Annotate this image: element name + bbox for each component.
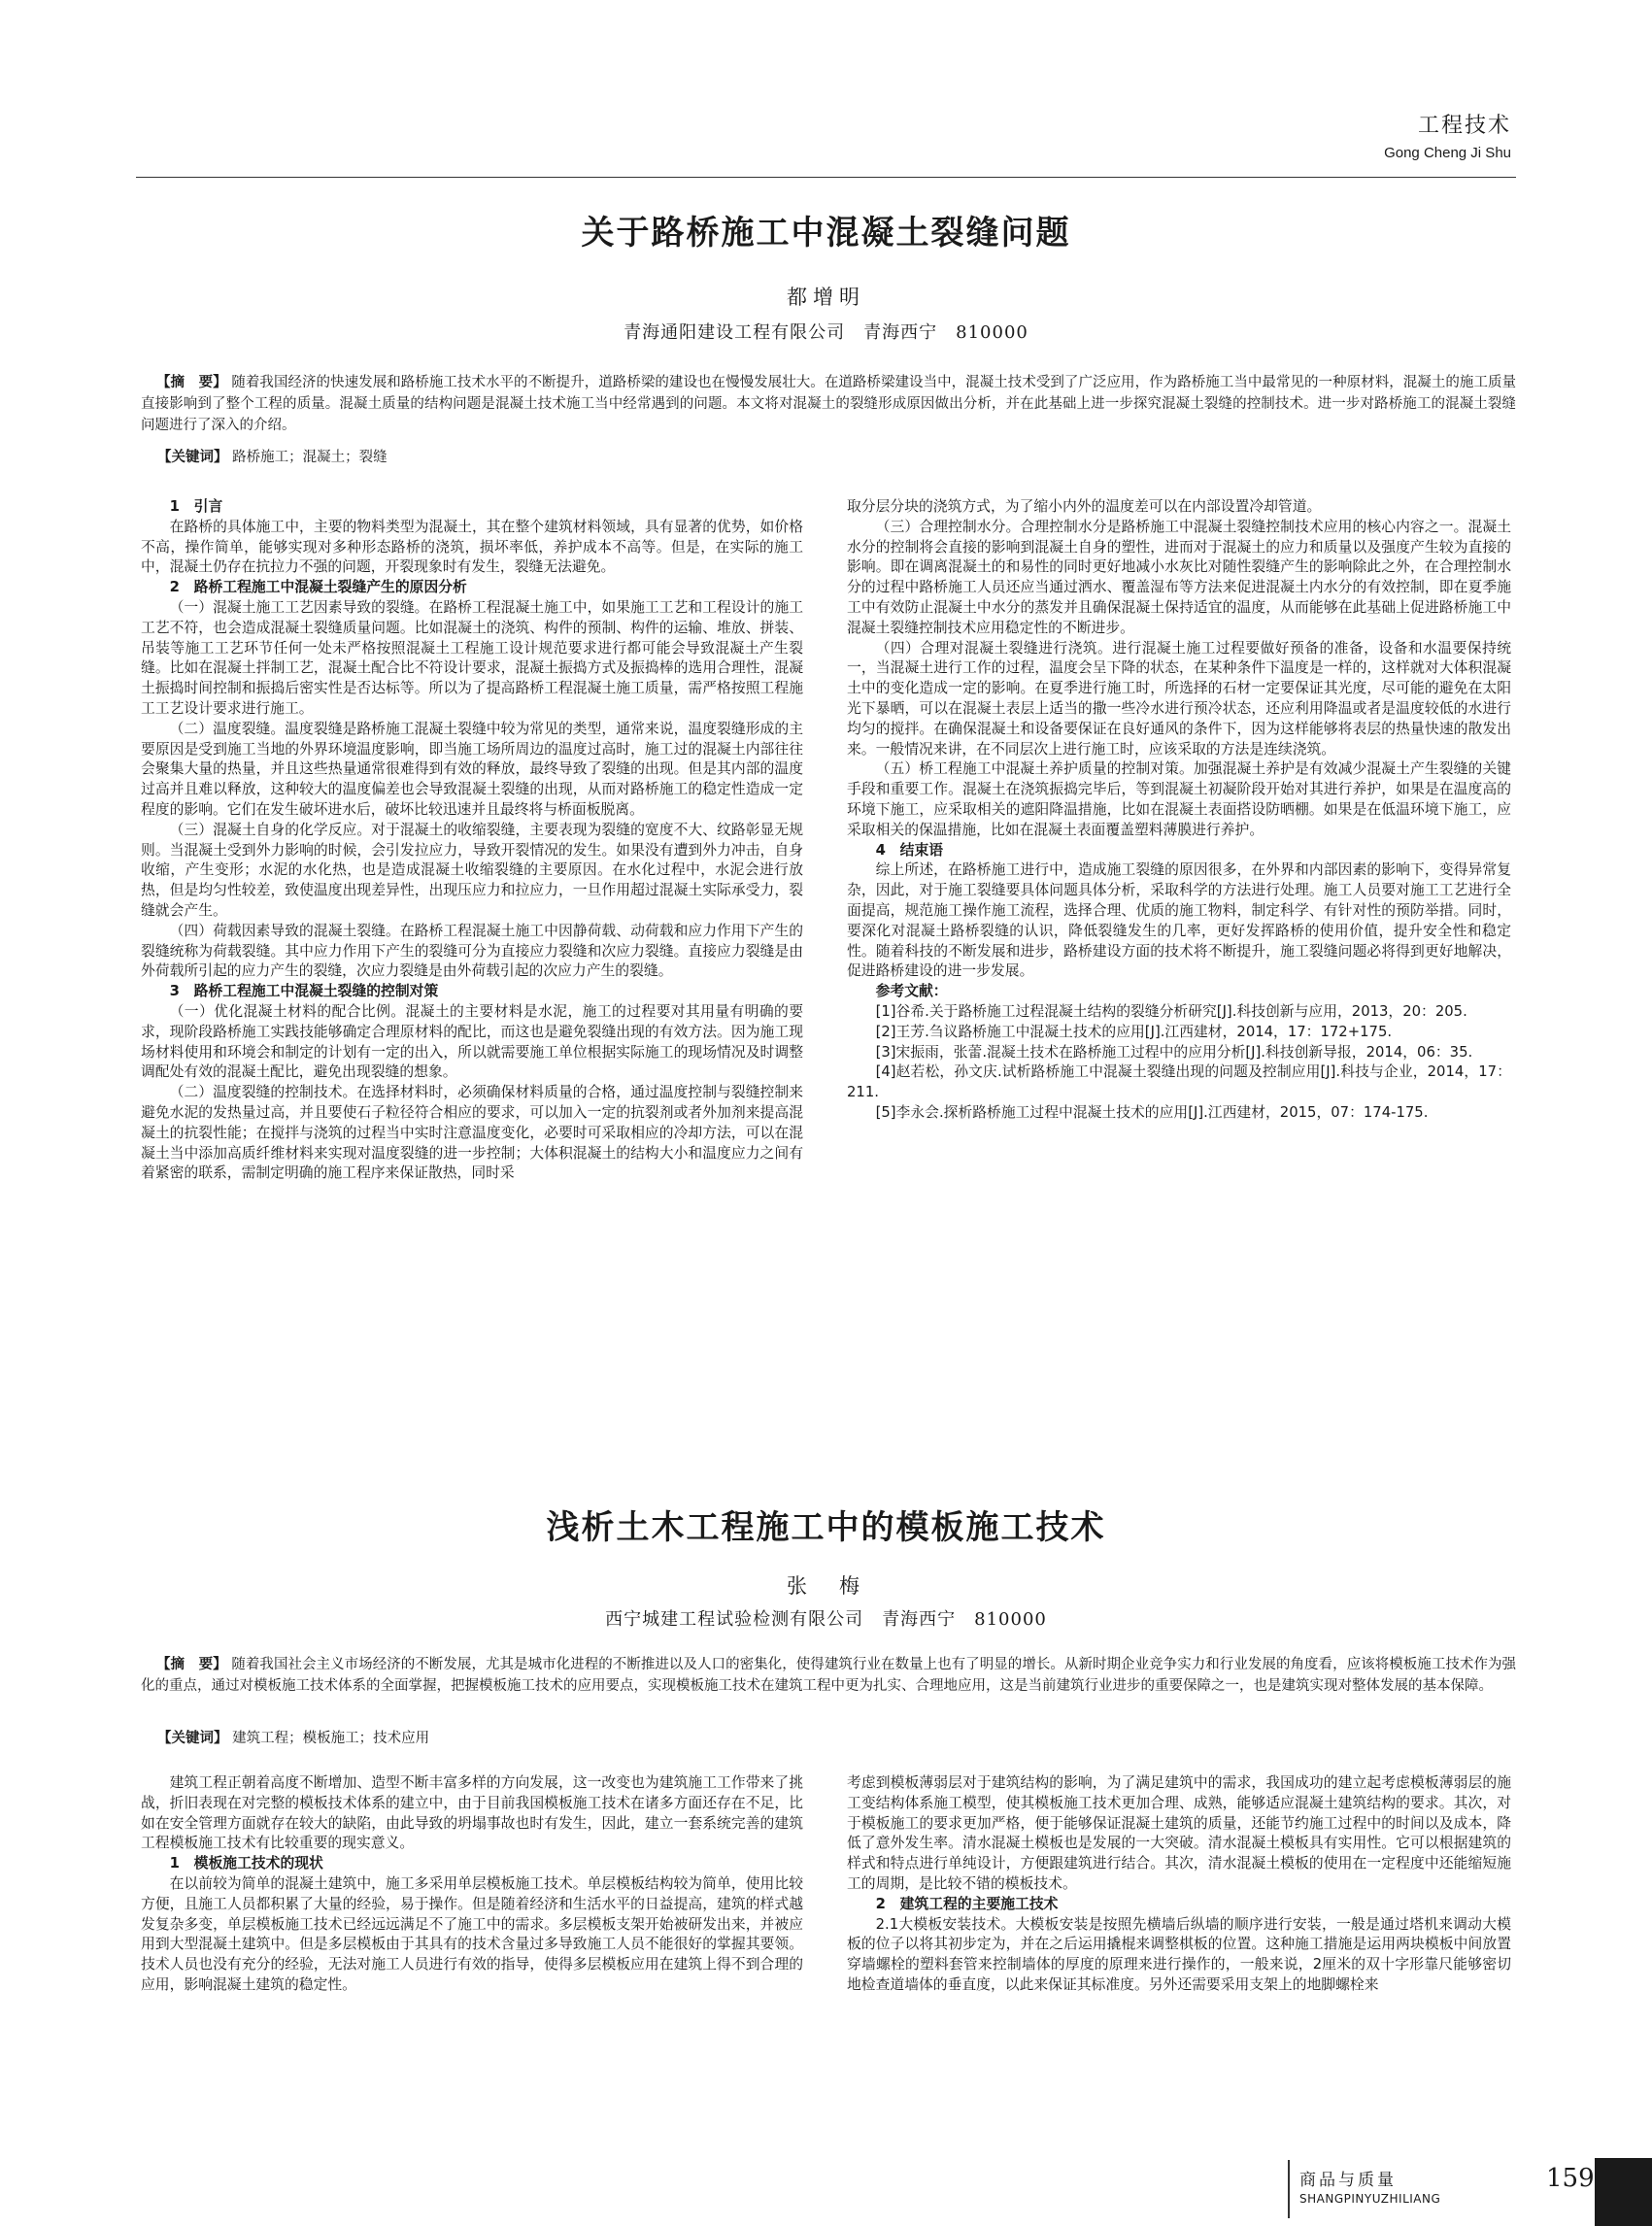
reference-item: [2]王芳.刍议路桥施工中混凝土技术的应用[J].江西建材，2014，17：172+175. xyxy=(875,1023,1393,1040)
abstract-text: 随着我国经济的快速发展和路桥施工技术水平的不断提升，道路桥梁的建设也在慢慢发展壮大。在道路桥梁建设当中，混凝土技术受到了广泛应用，作为路桥施工当中最常见的一种原材料，混凝土的施工质量直接影响到了整个工程的质量。混凝土质量的结构问题是混凝土技术施工当中经常遇到的问题。本文将对混凝土的裂缝形成原因做出分析，并在此基础上进一步探究混凝土裂缝的控制技术。进一步对路桥施工的混凝土裂缝问题进行了深入的介绍。 xyxy=(141,375,1517,433)
keywords-label: 【关键词】 xyxy=(157,1731,228,1746)
paragraph: （四）合理对混凝土裂缝进行浇筑。进行混凝土施工过程要做好预备的准备，设备和水温要保持统一，当混凝土进行工作的过程，温度会呈下降的状态，在某种条件下温度是一样的，这样就对大体积混凝土中的变化造成一定的影响。在夏季进行施工时，所选择的石材一定要保证其光度，尽可能的避免在太阳光下暴晒，可以在混凝土表层上适当的撒一些冷水进行预冷状态，还应利用降温或者是温度较低的水进行均匀的搅拌。在确保混凝土和设备要保证在良好通风的条件下，因为这样能够将表层的热量快速的散发出来。一般情况来讲，在不同层次上进行施工时，应该采取的方法是连续浇筑。 xyxy=(847,639,1511,758)
paragraph: 在路桥的具体施工中，主要的物料类型为混凝土，其在整个建筑材料领域，具有显著的优势，如价格不高，操作简单，能够实现对多种形态路桥的浇筑，损坏率低，养护成本不高等。但是，在实际的施工中，混凝土仍存在抗拉力不强的问题，开裂现象时有发生，裂缝无法避免。 xyxy=(141,518,803,576)
reference-item: [3]宋振雨，张蕾.混凝土技术在路桥施工过程中的应用分析[J].科技创新导报，2014，06：35. xyxy=(875,1043,1473,1061)
paragraph: （三）合理控制水分。合理控制水分是路桥施工中混凝土裂缝控制技术应用的核心内容之一。混凝土水分的控制将会直接的影响到混凝土自身的塑性，进而对于混凝土的应力和质量以及强度产生较为直接的影响。即在调离混凝土的和易性的同时更好地减小水灰比对随性裂缝产生的影响除此之外，在合理控制水分的过程中路桥施工人员还应当通过洒水、覆盖湿布等方法来促进混凝土内水分的有效控制，即在夏季施工中有效防止混凝土中水分的蒸发并且确保混凝土保持适宜的温度，从而能够在此基础上促进路桥施工中混凝土裂缝控制技术应用稳定性的不断进步。 xyxy=(847,518,1511,636)
abstract-label: 【摘 要】 xyxy=(156,1657,227,1672)
article2-title: 浅析土木工程施工中的模板施工技术 xyxy=(546,1508,1106,1547)
article1-affiliation: 青海通阳建设工程有限公司 青海西宁 810000 xyxy=(624,322,1028,343)
paragraph: （四）荷载因素导致的混凝土裂缝。在路桥工程混凝土施工中因静荷载、动荷载和应力作用下产生的裂缝统称为荷载裂缝。其中应力作用下产生的裂缝可分为直接应力裂缝和次应力裂缝。直接应力裂缝是由外荷载所引起的应力产生的裂缝，次应力裂缝是由外荷载引起的次应力产生的裂缝。 xyxy=(141,922,803,980)
abstract-text: 随着我国社会主义市场经济的不断发展，尤其是城市化进程的不断推进以及人口的密集化，使得建筑行业在数量上也有了明显的增长。从新时期企业竞争实力和行业发展的角度看，应该将模板施工技术作为强化的重点，通过对模板施工技术体系的全面掌握，把握模板施工技术的应用要点，实现模板施工技术在建筑工程中更为扎实、合理地应用，这是当前建筑行业进步的重要保障之一，也是建筑实现对整体发展的基本保障。 xyxy=(141,1657,1517,1694)
section-heading: 2 路桥工程施工中混凝土裂缝产生的原因分析 xyxy=(169,579,467,596)
article1-keywords xyxy=(157,446,388,466)
article2-affiliation: 西宁城建工程试验检测有限公司 青海西宁 810000 xyxy=(605,1609,1047,1630)
paragraph: 2.1大模板安装技术。大模板安装是按照先横墙后纵墙的顺序进行安装，一般是通过塔机来调动大模板的位子以将其初步定为，并在之后运用撬棍来调整棋板的位置。这种施工措施是运用两块模板中间放置穿墙螺栓的塑料套管来控制墙体的厚度的原理来进行操作的，一般来说，2厘米的双十字形靠尺能够密切地检查道墙体的垂直度，以此来保证其标准度。另外还需要采用支架上的地脚螺栓来 xyxy=(847,1915,1511,1993)
article1-column-right xyxy=(847,497,1511,1468)
section-heading: 2 建筑工程的主要施工技术 xyxy=(875,1895,1059,1912)
article2-keywords xyxy=(157,1727,429,1747)
section-pinyin: Gong Cheng Ji Shu xyxy=(1384,145,1511,161)
magazine-name-pinyin: SHANGPINYUZHILIANG xyxy=(1299,2192,1441,2206)
paragraph-continued: 取分层分块的浇筑方式，为了缩小内外的温度差可以在内部设置冷却管道。 xyxy=(847,498,1322,515)
paragraph: 综上所述，在路桥施工进行中，造成施工裂缝的原因很多，在外界和内部因素的影响下，变得异常复杂，因此，对于施工裂缝要具体问题具体分析，采取科学的方法进行处理。施工人员要对施工工艺进行全面提高，规范施工操作施工流程，选择合理、优质的施工物料，制定科学、有针对性的预防举措。同时，要深化对混凝土路桥裂缝的认识，降低裂缝发生的几率，更好发挥路桥的使用价值，提升安全性和稳定性。随着科技的不断发展和进步，路桥建设方面的技术将不断提升，施工裂缝问题必将得到更好地解决，促进路桥建设的进一步发展。 xyxy=(847,861,1511,980)
reference-item: [1]谷希.关于路桥施工过程混凝土结构的裂缝分析研究[J].科技创新与应用，2013，20：205. xyxy=(875,1002,1467,1020)
page-corner-block xyxy=(1595,2158,1652,2226)
article2-column-right xyxy=(847,1773,1511,2154)
paragraph-continued: 考虑到模板薄弱层对于建筑结构的影响，为了满足建筑中的需求，我国成功的建立起考虑模板薄弱层的施工变结构体系施工模型，使其模板施工技术更加合理、成熟，能够适应混凝土建筑结构的要求。其次，对于模板施工的要求更加严格，便于能够保证混凝土建筑的质量，还能节约施工过程中的时间以及成本，降低了意外发生率。清水混凝土模板也是发展的一大突破。清水混凝土模板具有实用性。它可以根据建筑的样式和特点进行单纯设计，方便跟建筑进行结合。其次，清水混凝土模板的使用在一定程度中还能缩短施工的周期，是比较不错的模板技术。 xyxy=(847,1774,1511,1892)
paragraph: 建筑工程正朝着高度不断增加、造型不断丰富多样的方向发展，这一改变也为建筑施工工作带来了挑战，折旧表现在对完整的模板技术体系的建立中，由于目前我国模板施工技术在诸多方面还存在不足，比如在安全管理方面就存在较大的缺陷，由此导致的坍塌事故也时有发生，因此，建立一套系统完善的建筑工程模板施工技术有比较重要的现实意义。 xyxy=(141,1774,803,1852)
footer-divider xyxy=(1288,2160,1290,2218)
article2-abstract xyxy=(141,1654,1516,1697)
paragraph: （五）桥工程施工中混凝土养护质量的控制对策。加强混凝土养护是有效减少混凝土产生裂缝的关键手段和重要工作。混凝土在浇筑振捣完毕后，等到混凝土初凝阶段开始对其进行养护，如果是在温度高的环境下施工，应采取相关的遮阳降温措施，比如在混凝土表面搭设防晒棚。如果是在低温环境下施工，应采取相关的保温措施，比如在混凝土表面覆盖塑料薄膜进行养护。 xyxy=(847,760,1511,838)
article2-author: 张 梅 xyxy=(787,1574,865,1598)
section-name: 工程技术 xyxy=(1417,114,1511,138)
section-heading: 1 引言 xyxy=(169,498,223,515)
paragraph: （二）温度裂缝。温度裂缝是路桥施工混凝土裂缝中较为常见的类型，通常来说，温度裂缝形成的主要原因是受到施工当地的外界环境温度影响，即当施工场所周边的温度过高时，施工过的混凝土内部往往会聚集大量的热量，并且这些热量通常很难得到有效的释放，最终导致了裂缝的出现。但是其内部的温度过高并且难以释放，这种较大的温度偏差也会导致混凝土裂缝的出现，从而对路桥施工的稳定性造成一定程度的影响。它们在发生破坏进水后，破坏比较迅速并且最终将与桥面板脱离。 xyxy=(141,720,803,818)
article1-author: 都增明 xyxy=(787,286,865,309)
reference-item: [5]李永会.探析路桥施工过程中混凝土技术的应用[J].江西建材，2015，07：174-175. xyxy=(875,1103,1429,1121)
running-header xyxy=(1384,109,1511,161)
section-heading: 3 路桥工程施工中混凝土裂缝的控制对策 xyxy=(169,983,439,1000)
section-heading: 4 结束语 xyxy=(875,841,944,859)
paragraph: （三）混凝土自身的化学反应。对于混凝土的收缩裂缝，主要表现为裂缝的宽度不大、纹路彰显无规则。当混凝土受到外力影响的时候，会引发拉应力，导致开裂情况的发生。如果没有遭到外力冲击，自身收缩，产生变形；水泥的水化热，也是造成混凝土收缩裂缝的主要原因。在水化过程中，水泥会进行放热，但是均匀性较差，致使温度出现差异性，出现压应力和拉应力，一旦作用超过混凝土实际承受力，裂缝就会产生。 xyxy=(141,821,803,919)
paragraph: 在以前较为简单的混凝土建筑中，施工多采用单层模板施工技术。单层模板结构较为简单，使用比较方便，且施工人员都积累了大量的经验，易于操作。但是随着经济和生活水平的日益提高，建筑的样式越发复杂多变，单层模板施工技术已经远远满足不了施工中的需求。多层模板支架开始被研发出来，并被应用到大型混凝土建筑中。但是多层模板由于其具有的技术含量过多导致施工人员不能很好的掌握其要领。技术人员也没有充分的经验，无法对施工人员进行有效的指导，使得多层模板应用在建筑上得不到合理的应用，影响混凝土建筑的稳定性。 xyxy=(141,1874,803,1993)
paragraph: （一）混凝土施工工艺因素导致的裂缝。在路桥工程混凝土施工中，如果施工工艺和工程设计的施工工艺不符，也会造成混凝土裂缝质量问题。比如混凝土的浇筑、构件的预制、构件的运输、堆放、拼装、吊装等施工工艺环节任何一处未严格按照混凝土工程施工设计规范要求进行都可能会导致混凝土产生裂缝。比如在混凝土拌制工艺，混凝土配合比不符设计要求，混凝土振捣方式及振捣棒的选用合理性，混凝土振捣时间控制和振捣后密实性是否达标等。所以为了提高路桥工程混凝土施工质量，需严格按照工程施工工艺设计要求进行施工。 xyxy=(141,598,803,717)
magazine-name xyxy=(1299,2166,1440,2206)
reference-item: [4]赵若松，孙文庆.试析路桥施工中混凝土裂缝出现的问题及控制应用[J].科技与企业，2014，17：211. xyxy=(847,1063,1511,1101)
paragraph: （二）温度裂缝的控制技术。在选择材料时，必须确保材料质量的合格，通过温度控制与裂缝控制来避免水泥的发热量过高，并且要使石子粒径符合相应的要求，可以加入一定的抗裂剂或者外加剂来提高混凝土的抗裂性能；在搅拌与浇筑的过程当中实时注意温度变化，必要时可采取相应的冷却方法，可以在混凝土当中添加高质纤维材料来实现对温度裂缝的进一步控制；大体积混凝土的结构大小和温度应力之间有着紧密的联系，需制定明确的施工程序来保证散热，同时采 xyxy=(141,1084,803,1182)
keywords-text: 建筑工程；模板施工；技术应用 xyxy=(232,1731,430,1746)
keywords-text: 路桥施工；混凝土；裂缝 xyxy=(232,450,388,465)
article1-title: 关于路桥施工中混凝土裂缝问题 xyxy=(581,214,1071,253)
abstract-label: 【摘 要】 xyxy=(156,375,227,390)
section-heading: 1 模板施工技术的现状 xyxy=(169,1855,323,1872)
magazine-name-cn: 商品与质量 xyxy=(1299,2171,1397,2190)
article2-column-left xyxy=(141,1773,803,2154)
page-number: 159 xyxy=(1546,2164,1595,2193)
article1-column-left xyxy=(141,497,803,1468)
paragraph: （一）优化混凝土材料的配合比例。混凝土的主要材料是水泥，施工的过程要对其用量有明确的要求，现阶段路桥施工实践技能够确定合理原材料的配比，而这也是避免裂缝出现的有效方法。因为施工现场材料使用和环境会和制定的计划有一定的出入，所以就需要施工单位根据实际施工的现场情况及时调整调配处有效的混凝土配比，避免出现裂缝的想象。 xyxy=(141,1002,803,1081)
section-heading: 参考文献： xyxy=(875,983,948,1000)
keywords-label: 【关键词】 xyxy=(157,450,228,465)
header-rule xyxy=(136,177,1516,178)
article1-abstract xyxy=(141,372,1516,436)
